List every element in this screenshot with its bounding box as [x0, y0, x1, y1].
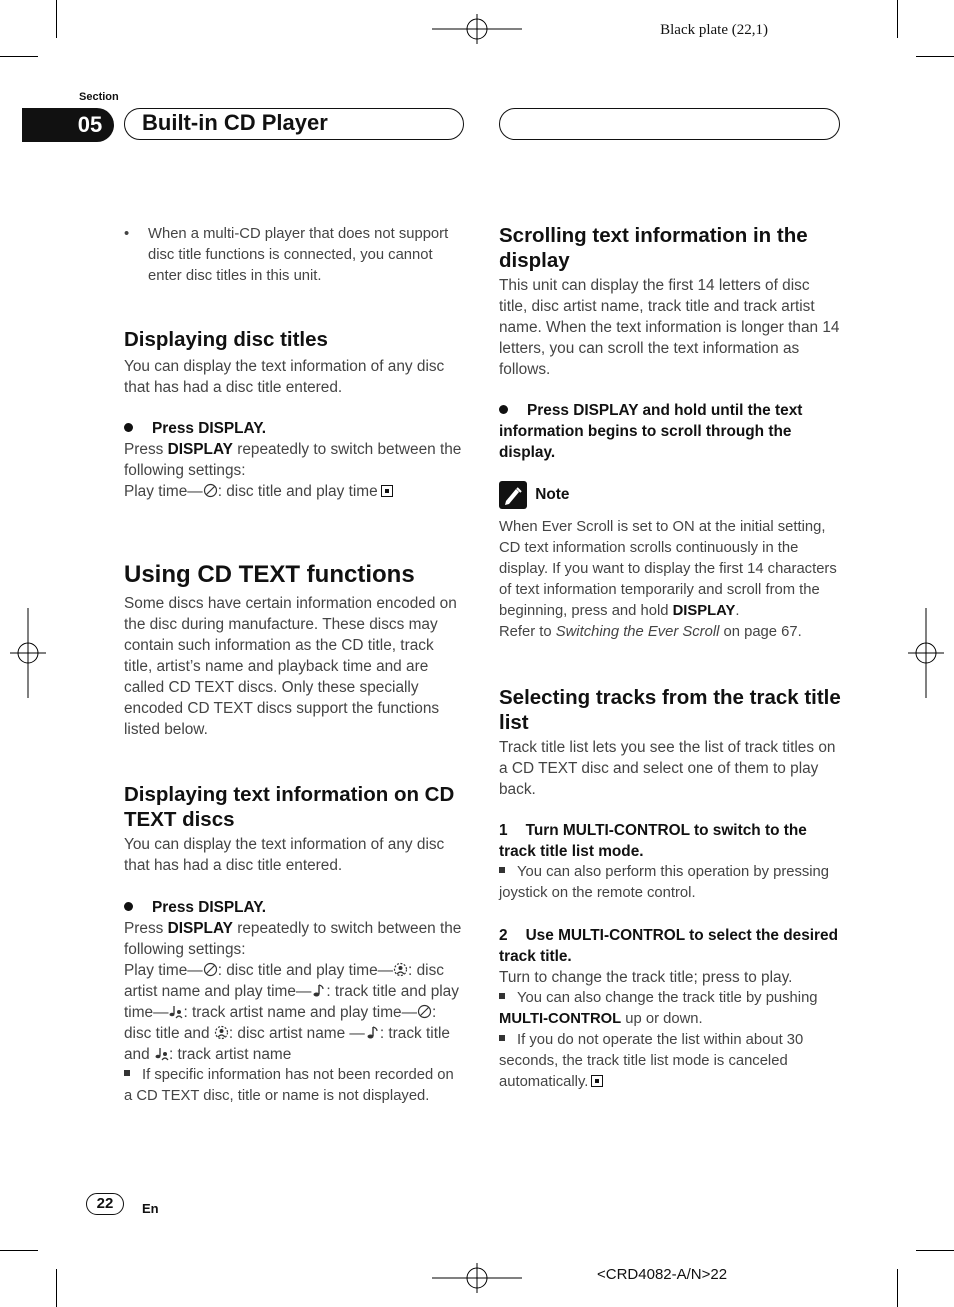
text-info-note: If specific information has not been recorded on a CD TEXT disc, title or name is not displayed. — [124, 1067, 454, 1104]
disc-titles-step: Press DISPLAY. — [124, 418, 464, 439]
registration-mark-top — [432, 14, 522, 44]
disc-titles-body: You can display the text information of any disc that has had a disc title entered. — [124, 358, 445, 396]
section-title: Built-in CD Player — [142, 110, 328, 135]
intro-bullet: • When a multi-CD player that does not support disc title functions is connected, you cannot enter disc titles in this unit. — [124, 226, 449, 284]
square-bullet — [499, 1035, 505, 1041]
end-mark-icon — [381, 485, 393, 497]
section-frame-right — [499, 108, 840, 140]
track-artist-icon — [168, 1004, 183, 1019]
bullet-dot — [499, 405, 508, 414]
crop-mark — [0, 1250, 38, 1251]
scrolling-heading: Scrolling text information in the display — [499, 224, 808, 272]
left-column — [124, 224, 464, 1107]
scrolling-step: Press DISPLAY and hold until the text information begins to scroll through the display. — [499, 402, 803, 461]
cd-text-body: Some discs have certain information encoded on the disc during manufacture. These discs may contain such information as the CD title, track title, artist’s name and playback time and are called CD TEXT discs. Only these specially encoded CD TEXT discs support the functions listed below. — [124, 595, 457, 738]
track-list-body: Track title list lets you see the list of track titles on a CD TEXT disc and select one of them to play back. — [499, 739, 836, 798]
crop-mark — [0, 56, 38, 57]
track-list-step-1-note: You can also perform this operation by pressing joystick on the remote control. — [499, 864, 830, 901]
crop-mark — [56, 0, 57, 38]
note-reference: Refer to Switching the Ever Scroll on page 67. — [499, 624, 802, 640]
disc-titles-heading: Displaying disc titles — [124, 328, 328, 351]
page-number: 22 — [86, 1193, 124, 1215]
disc-title-icon — [417, 1004, 432, 1019]
plate-label: Black plate (22,1) — [660, 22, 768, 38]
track-list-step-2: 2 Use MULTI-CONTROL to select the desired track title. — [499, 927, 838, 965]
section-label: Section — [79, 91, 119, 103]
registration-mark-left — [10, 608, 46, 698]
registration-mark-right — [908, 608, 944, 698]
track-list-step-2-body: Turn to change the track title; press to play. — [499, 969, 793, 986]
disc-title-icon — [203, 962, 218, 977]
track-list-step-1: 1 Turn MULTI-CONTROL to switch to the track title list mode. — [499, 822, 807, 860]
end-mark-icon — [591, 1075, 603, 1087]
language-label: En — [142, 1201, 159, 1216]
bullet-glyph: • — [124, 226, 130, 242]
track-list-step-2-note: You can also change the track title by pushing MULTI-CONTROL up or down. — [499, 990, 818, 1027]
track-list-step-2-note-2: If you do not operate the list within about 30 seconds, the track title list mode is canceled automatically. — [499, 1032, 804, 1090]
text-info-step: Press DISPLAY. — [124, 897, 464, 918]
track-list-heading: Selecting tracks from the track title list — [499, 686, 841, 734]
text-info-instructions: Press DISPLAY repeatedly to switch between the following settings: — [124, 920, 462, 958]
square-bullet — [499, 867, 505, 873]
note-pencil-icon — [499, 481, 527, 509]
section-number: 05 — [22, 108, 114, 142]
crop-mark — [916, 1250, 954, 1251]
bullet-dot — [124, 423, 133, 432]
disc-artist-icon — [393, 962, 408, 977]
cd-text-heading: Using CD TEXT functions — [124, 561, 415, 588]
crop-mark — [916, 56, 954, 57]
disc-title-icon — [203, 483, 218, 498]
crop-mark — [897, 1269, 898, 1307]
text-info-heading: Displaying text information on CD TEXT discs — [124, 783, 455, 831]
text-info-settings: Play time— : disc title and play time— : disc artist name and play time— : track title and play time— : track artist name and play time— : disc title and : disc artist name — : track title and : track artist name — [124, 962, 459, 1063]
text-info-body: You can display the text information of any disc that has had a disc title entered. — [124, 836, 445, 874]
disc-titles-settings: Play time— : disc title and play time — [124, 481, 464, 502]
disc-titles-instructions: Press DISPLAY repeatedly to switch between the following settings: — [124, 441, 462, 479]
right-column — [499, 223, 841, 1093]
registration-mark-bottom — [432, 1263, 522, 1293]
document-code: <CRD4082-A/N>22 — [597, 1266, 728, 1283]
bullet-dot — [124, 902, 133, 911]
disc-artist-icon — [214, 1025, 229, 1040]
note-header: Note — [499, 481, 841, 509]
scrolling-body: This unit can display the first 14 letters of disc title, disc artist name, track title and track artist name. When the text information is longer than 14 letters, you can scroll the text information as follows. — [499, 277, 840, 378]
track-artist-icon — [154, 1046, 169, 1061]
track-title-icon — [365, 1025, 380, 1040]
square-bullet — [499, 993, 505, 999]
note-body: When Ever Scroll is set to ON at the initial setting, CD text information scrolls continuously in the display. If you want to display the first 14 characters of text information temporarily and scroll from the beginning, press and hold DISPLAY. — [499, 519, 837, 619]
square-bullet — [124, 1070, 130, 1076]
track-title-icon — [311, 983, 326, 998]
crop-mark — [56, 1269, 57, 1307]
crop-mark — [897, 0, 898, 38]
